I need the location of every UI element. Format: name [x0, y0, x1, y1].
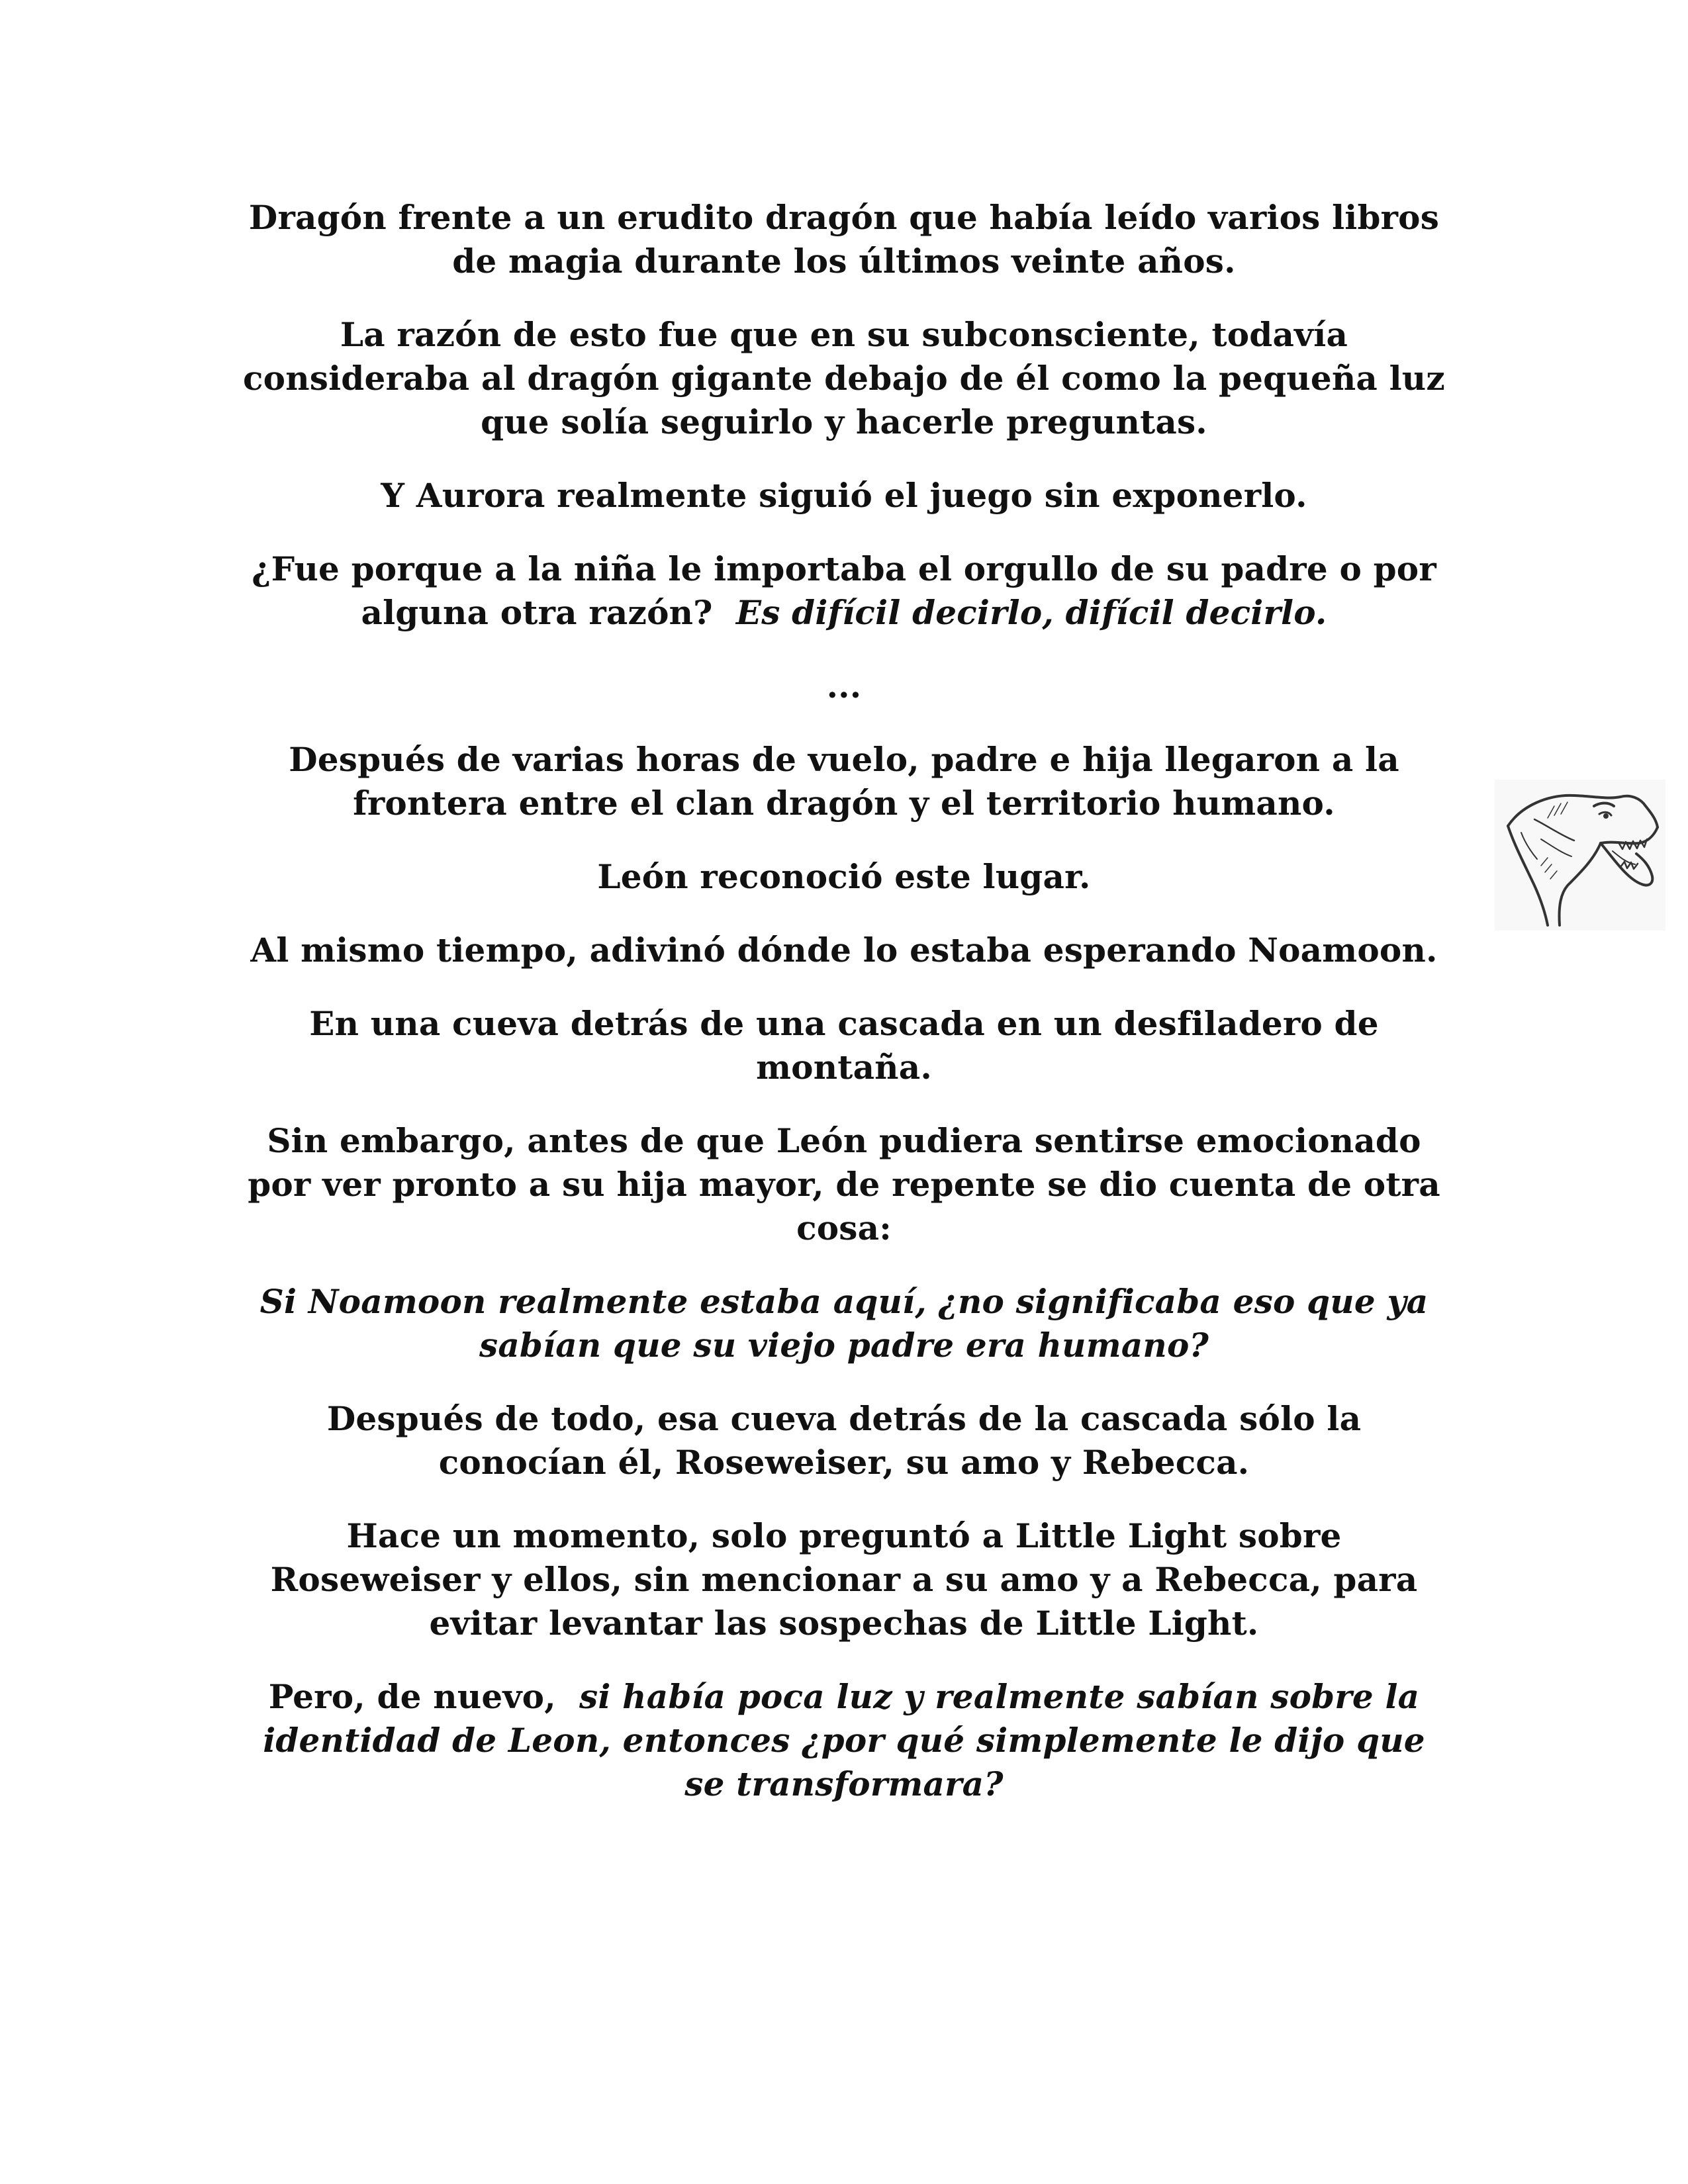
- scene-break: ...: [826, 666, 862, 705]
- paragraph: Y Aurora realmente siguió el juego sin exponerlo.: [381, 476, 1307, 515]
- italic-paragraph: Si Noamoon realmente estaba aquí, ¿no significaba eso que ya sabían que su viejo padre era humano?: [259, 1282, 1429, 1365]
- paragraph: Al mismo tiempo, adivinó dónde lo estaba esperando Noamoon.: [250, 931, 1438, 970]
- text-body: [238, 196, 1450, 1836]
- italic-text: si había poca luz y realmente sabían sobre la identidad de Leon, entonces ¿por qué simplemente le dijo que se transformara?: [263, 1677, 1425, 1803]
- italic-text: Es difícil decirlo, difícil decirlo.: [735, 593, 1327, 632]
- paragraph: En una cueva detrás de una cascada en un desfiladero de montaña.: [309, 1004, 1379, 1087]
- paragraph: Dragón frente a un erudito dragón que había leído varios libros de magia durante los últimos veinte años.: [248, 198, 1440, 281]
- paragraph: Hace un momento, solo preguntó a Little Light sobre Roseweiser y ellos, sin mencionar a su amo y a Rebecca, para evitar levantar las sospechas de Little Light.: [270, 1516, 1418, 1643]
- paragraph: La razón de esto fue que en su subconsciente, todavía consideraba al dragón gigante debajo de él como la pequeña luz que solía seguirlo y hacerle preguntas.: [243, 315, 1445, 441]
- paragraph: Después de varias horas de vuelo, padre e hija llegaron a la frontera entre el clan dragón y el territorio humano.: [289, 740, 1399, 823]
- dinosaur-head-icon: [1495, 780, 1665, 931]
- paragraph: ¿Fue porque a la niña le importaba el orgullo de su padre o por alguna otra razón? Es difícil decirlo, difícil decirlo.: [252, 549, 1436, 632]
- paragraph: León reconoció este lugar.: [597, 857, 1091, 896]
- paragraph: Sin embargo, antes de que León pudiera sentirse emocionado por ver pronto a su hija mayor, de repente se dio cuenta de otra cosa:: [248, 1121, 1440, 1248]
- paragraph: Pero, de nuevo, si había poca luz y realmente sabían sobre la identidad de Leon, entonces ¿por qué simplemente le dijo que se transformara?: [263, 1677, 1425, 1803]
- paragraph: Después de todo, esa cueva detrás de la cascada sólo la conocían él, Roseweiser, su amo y Rebecca.: [326, 1399, 1362, 1482]
